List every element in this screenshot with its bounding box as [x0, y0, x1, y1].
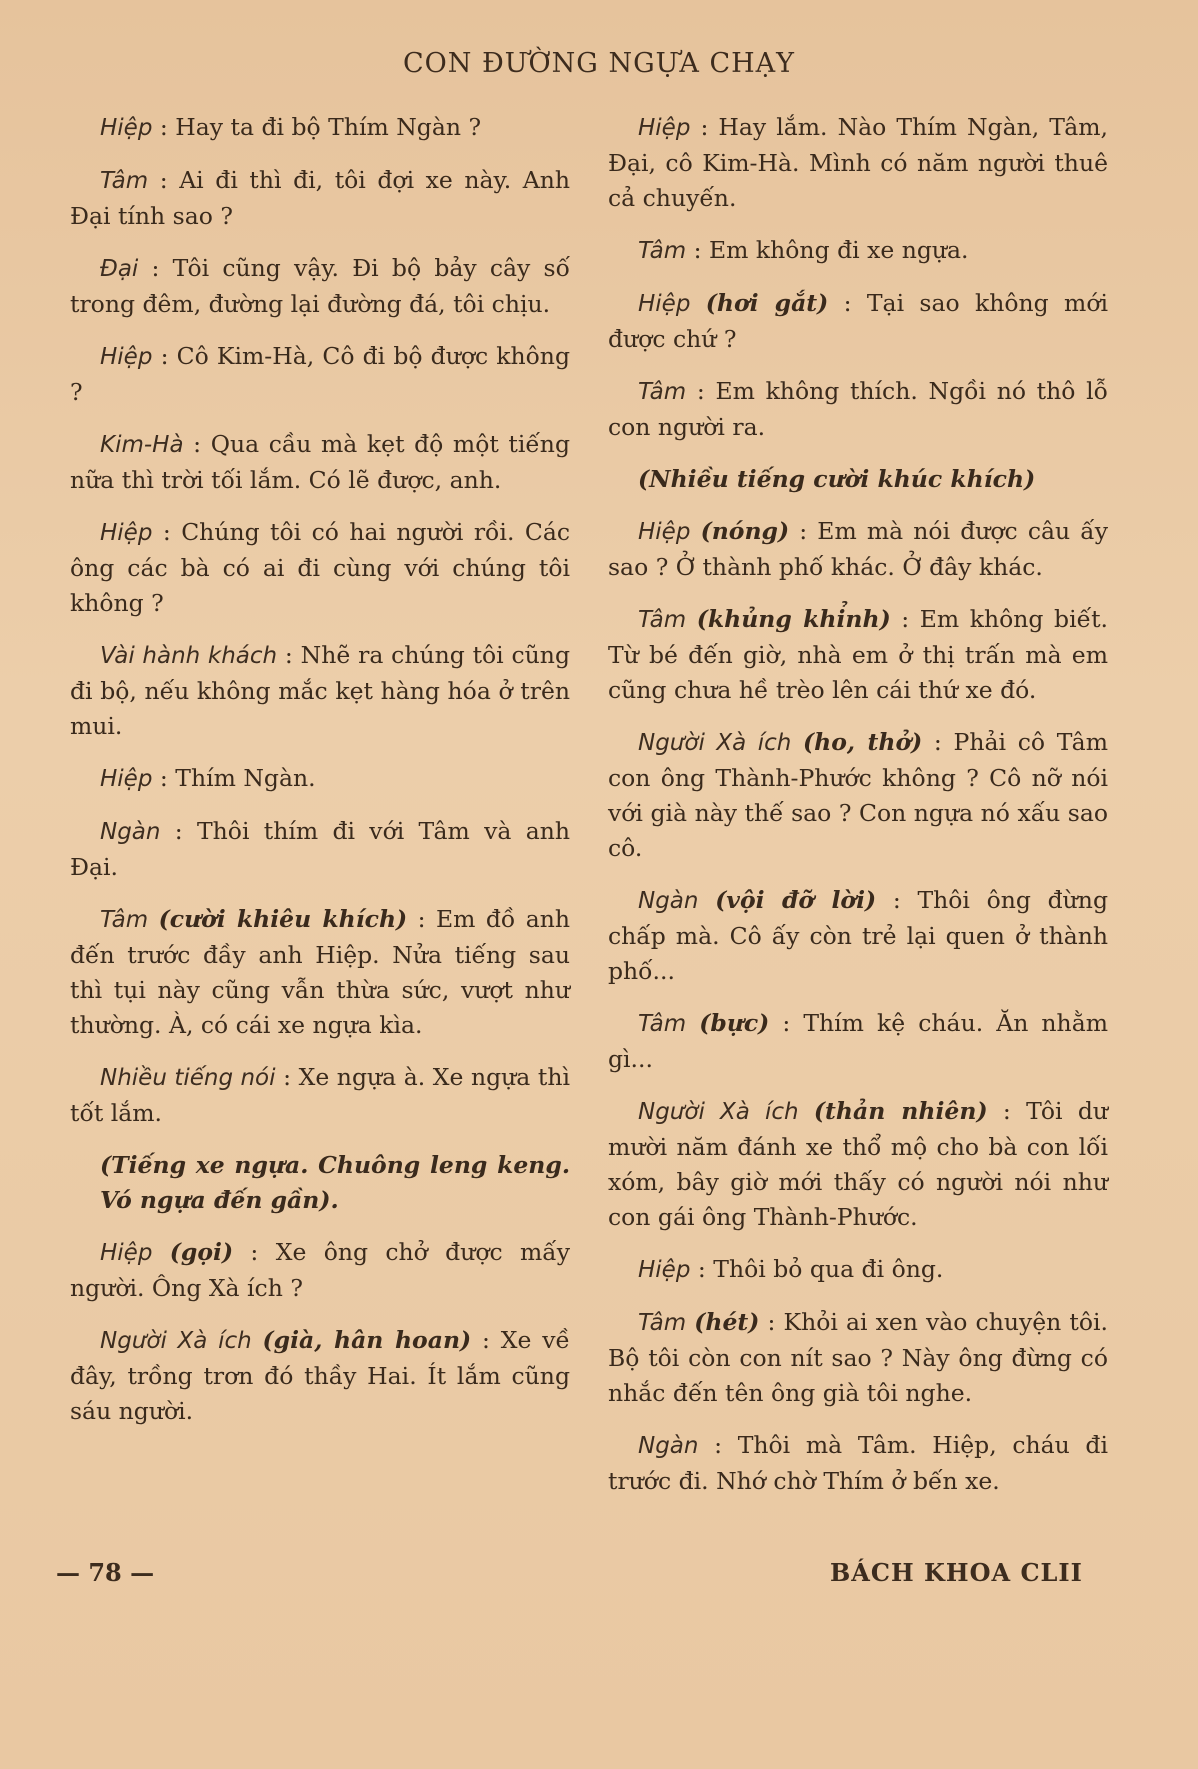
- speaker-name: Hiệp: [100, 520, 153, 546]
- stage-direction: (Nhiều tiếng cười khúc khích): [638, 465, 1036, 493]
- dialogue-paragraph: [608, 233, 1108, 269]
- speaker-name: Hiệp: [638, 115, 691, 141]
- dialogue-paragraph: [70, 251, 570, 322]
- dialogue-text: : Tôi dư mười năm đánh xe thổ mộ cho bà con lối xóm, bây giờ mới thấy có người nói như con gái ông Thành-Phước.: [608, 1097, 1109, 1231]
- dialogue-paragraph: [608, 1006, 1108, 1077]
- dialogue-paragraph: [608, 286, 1108, 357]
- page-number: — 78 —: [56, 1558, 155, 1587]
- dialogue-text: : Em không thích. Ngồi nó thô lỗ con người ra.: [608, 377, 1108, 441]
- dialogue-text: : Thôi thím đi với Tâm và anh Đại.: [70, 817, 570, 881]
- speaker-name: Tâm: [100, 168, 149, 194]
- stage-direction: (cười khiêu khích): [158, 905, 408, 933]
- dialogue-paragraph: [70, 163, 570, 234]
- speaker-name: Ngàn: [638, 888, 699, 914]
- stage-direction: (khủng khỉnh): [696, 605, 891, 633]
- dialogue-text: : Ai đi thì đi, tôi đợi xe này. Anh Đại tính sao ?: [70, 166, 570, 230]
- magazine-issue: BÁCH KHOA CLII: [830, 1558, 1083, 1587]
- running-title: CON ĐƯỜNG NGỰA CHẠY: [402, 48, 796, 79]
- stage-direction: (nóng): [700, 517, 790, 545]
- stage-direction: (vội đỡ lời): [715, 886, 877, 914]
- dialogue-text: : Thím Ngàn.: [152, 764, 316, 792]
- dialogue-text: : Thôi mà Tâm. Hiệp, cháu đi trước đi. Nhớ chờ Thím ở bến xe.: [608, 1431, 1108, 1495]
- dialogue-text: : Hay ta đi bộ Thím Ngàn ?: [152, 113, 482, 141]
- speaker-name: Hiệp: [638, 519, 691, 545]
- dialogue-paragraph: [70, 1060, 570, 1131]
- speaker-name: Hiệp: [638, 291, 691, 317]
- stage-direction: (hét): [694, 1308, 760, 1336]
- dialogue-paragraph: [608, 1094, 1108, 1235]
- dialogue-text: : Chúng tôi có hai người rồi. Các ông các bà có ai đi cùng với chúng tôi không ?: [70, 518, 570, 617]
- speaker-name: Nhiều tiếng nói: [100, 1065, 276, 1091]
- stage-direction: (Tiếng xe ngựa. Chuông leng keng. Vó ngựa đến gần).: [100, 1151, 570, 1214]
- dialogue-paragraph: [70, 638, 570, 744]
- dialogue-paragraph: [70, 110, 570, 146]
- dialogue-text: : Xe ngựa à. Xe ngựa thì tốt lắm.: [70, 1063, 570, 1127]
- dialogue-text: : Thôi bỏ qua đi ông.: [690, 1255, 944, 1283]
- dialogue-paragraph: [70, 1323, 570, 1429]
- dialogue-text: : Xe ông chở được mấy người. Ông Xà ích ?: [70, 1238, 570, 1302]
- dialogue-paragraph: [100, 1148, 570, 1218]
- speaker-name: Hiệp: [100, 766, 153, 792]
- dialogue-text: : Qua cầu mà kẹt độ một tiếng nữa thì trời tối lắm. Có lẽ được, anh.: [70, 430, 570, 494]
- speaker-name: Ngàn: [638, 1433, 699, 1459]
- dialogue-paragraph: [608, 725, 1108, 866]
- speaker-name: Kim-Hà: [100, 432, 184, 458]
- speaker-name: Người Xà ích: [638, 1099, 799, 1125]
- dialogue-paragraph: [70, 814, 570, 885]
- dialogue-text: : Khỏi ai xen vào chuyện tôi. Bộ tôi còn con nít sao ? Này ông đừng có nhắc đến tên ông già tôi nghe.: [608, 1308, 1108, 1407]
- stage-direction: (bực): [699, 1009, 770, 1037]
- dialogue-text: : Em đồ anh đến trước đầy anh Hiệp. Nửa tiếng sau thì tụi này cũng vẫn thừa sức, vượt như thường. À, có cái xe ngựa kìa.: [70, 905, 571, 1039]
- speaker-name: Tâm: [638, 238, 687, 264]
- dialogue-text: : Xe về đây, trồng trơn đó thầy Hai. Ít lắm cũng sáu người.: [70, 1326, 570, 1425]
- speaker-name: Người Xà ích: [638, 730, 792, 756]
- dialogue-text: : Thím kệ cháu. Ăn nhằm gì...: [608, 1009, 1108, 1073]
- speaker-name: Hiệp: [100, 115, 153, 141]
- speaker-name: Tâm: [100, 907, 149, 933]
- speaker-name: Hiệp: [100, 344, 153, 370]
- dialogue-paragraph: [638, 462, 1108, 497]
- speaker-name: Vài hành khách: [100, 643, 278, 669]
- dialogue-paragraph: [608, 1305, 1108, 1411]
- dialogue-paragraph: [70, 1235, 570, 1306]
- dialogue-text: : Nhẽ ra chúng tôi cũng đi bộ, nếu không mắc kẹt hàng hóa ở trên mui.: [70, 641, 570, 740]
- dialogue-paragraph: [608, 883, 1108, 989]
- dialogue-text: : Tôi cũng vậy. Đi bộ bảy cây số trong đêm, đường lại đường đá, tôi chịu.: [70, 254, 570, 318]
- speaker-name: Tâm: [638, 1310, 687, 1336]
- dialogue-text: : Em không biết. Từ bé đến giờ, nhà em ở thị trấn mà em cũng chưa hề trèo lên cái thứ xe đó.: [608, 605, 1108, 704]
- speaker-name: Hiệp: [638, 1257, 691, 1283]
- stage-direction: (gọi): [169, 1238, 234, 1266]
- stage-direction: (già, hân hoan): [262, 1326, 472, 1354]
- speaker-name: Ngàn: [100, 819, 161, 845]
- dialogue-paragraph: [70, 427, 570, 498]
- speaker-name: Người Xà ích: [100, 1328, 252, 1354]
- dialogue-text: : Hay lắm. Nào Thím Ngàn, Tâm, Đại, cô Kim-Hà. Mình có năm người thuê cả chuyến.: [608, 113, 1108, 212]
- dialogue-paragraph: [608, 1428, 1108, 1499]
- dialogue-text: : Tại sao không mới được chứ ?: [608, 289, 1108, 353]
- dialogue-paragraph: [608, 110, 1108, 216]
- dialogue-paragraph: [608, 602, 1108, 708]
- dialogue-text: : Em mà nói được câu ấy sao ? Ở thành phố khác. Ở đây khác.: [608, 517, 1108, 581]
- dialogue-paragraph: [70, 761, 570, 797]
- dialogue-paragraph: [608, 1252, 1108, 1288]
- dialogue-text: : Phải cô Tâm con ông Thành-Phước không ? Cô nỡ nói với già này thế sao ? Con ngựa nó xấu sao cô.: [608, 728, 1108, 862]
- left-column: [70, 110, 570, 1446]
- speaker-name: Tâm: [638, 1011, 687, 1037]
- dialogue-paragraph: [608, 374, 1108, 445]
- dialogue-paragraph: [70, 515, 570, 621]
- stage-direction: (thản nhiên): [813, 1097, 988, 1125]
- speaker-name: Đại: [100, 256, 139, 282]
- speaker-name: Hiệp: [100, 1240, 153, 1266]
- dialogue-paragraph: [70, 902, 570, 1043]
- dialogue-text: : Em không đi xe ngựa.: [686, 236, 969, 264]
- speaker-name: Tâm: [638, 379, 687, 405]
- stage-direction: (hơi gắt): [705, 289, 829, 317]
- stage-direction: (ho, thở): [803, 728, 923, 756]
- dialogue-text: : Cô Kim-Hà, Cô đi bộ được không ?: [70, 342, 570, 406]
- right-column: [608, 110, 1108, 1516]
- dialogue-paragraph: [70, 339, 570, 410]
- speaker-name: Tâm: [638, 607, 687, 633]
- dialogue-text: : Thôi ông đừng chấp mà. Cô ấy còn trẻ lại quen ở thành phố...: [608, 886, 1108, 985]
- dialogue-paragraph: [608, 514, 1108, 585]
